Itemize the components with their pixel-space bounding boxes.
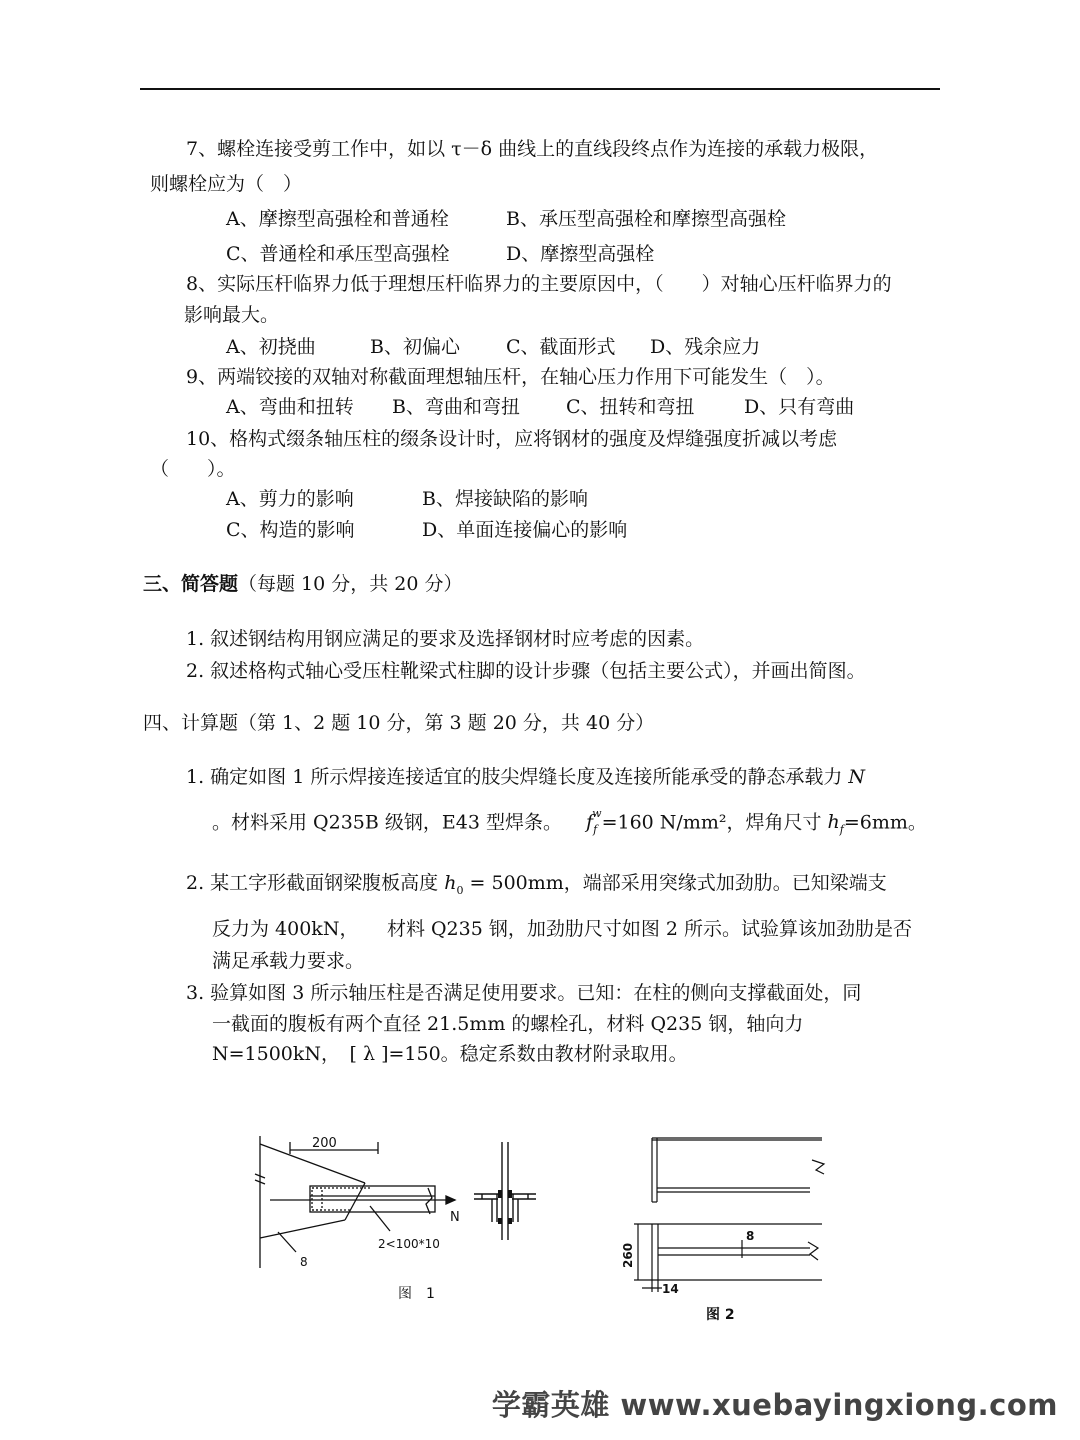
site-watermark: 学霸英雄 www.xuebayingxiong.com xyxy=(491,1388,1058,1422)
s4-q1-var-N: N xyxy=(848,766,866,788)
q9-option-d: D、只有弯曲 xyxy=(744,396,855,418)
s4-q2-line3: 满足承载力要求。 xyxy=(212,950,365,972)
q7-option-d: D、摩擦型高强栓 xyxy=(506,243,655,265)
q7-stem-line2: 则螺栓应为（ ） xyxy=(150,173,303,195)
figure-1-section xyxy=(468,1140,544,1244)
section3-heading xyxy=(143,575,463,594)
q10-stem-line2: （ ）。 xyxy=(150,458,236,480)
figure-2-caption: 图 2 xyxy=(706,1307,735,1323)
q10-option-d: D、单面连接偏心的影响 xyxy=(422,519,628,541)
q10-stem-line1: 10、格构式缀条轴压柱的缀条设计时，应将钢材的强度及焊缝强度折减以考虑 xyxy=(186,428,838,450)
figure-1-caption: 图 1 xyxy=(398,1286,435,1302)
s4-q3-line2: 一截面的腹板有两个直径 21.5mm 的螺栓孔，材料 Q235 钢，轴向力 xyxy=(212,1013,804,1035)
s4-q1-text-c: =6mm。 xyxy=(843,811,927,834)
h0-symbol: $h_0$ xyxy=(444,872,464,897)
fig1-label-angle: 2<100*10 xyxy=(378,1237,440,1251)
section3-title: 三、简答题 xyxy=(143,573,239,595)
fw-symbol: $f_f^w$ xyxy=(586,807,602,837)
q7-option-a: A、摩擦型高强栓和普通栓 xyxy=(226,208,449,230)
s4-q1-text: 1. 确定如图 1 所示焊接连接适宜的肢尖焊缝长度及连接所能承受的静态承载力 xyxy=(186,766,843,788)
fig2-dim-260: 260 xyxy=(621,1242,635,1268)
fig2-dim-14: 14 xyxy=(662,1282,679,1296)
q7-option-b: B、承压型高强栓和摩擦型高强栓 xyxy=(506,208,786,230)
q7-stem-line1: 7、螺栓连接受剪工作中，如以 τ－δ 曲线上的直线段终点作为连接的承载力极限， xyxy=(186,138,879,160)
fig1-label-N: N xyxy=(450,1210,460,1225)
s4-q2-line2: 反力为 400kN， 材料 Q235 钢，加劲肋尺寸如图 2 所示。试验算该加劲肋是否 xyxy=(212,918,913,940)
q9-option-b: B、弯曲和弯扭 xyxy=(392,396,520,418)
fig2-dim-8: 8 xyxy=(746,1229,755,1243)
q8-option-c: C、截面形式 xyxy=(506,336,616,358)
section3-item-2: 2. 叙述格构式轴心受压柱靴梁式柱脚的设计步骤（包括主要公式），并画出简图。 xyxy=(186,660,866,682)
s4-q3-line1: 3. 验算如图 3 所示轴压柱是否满足使用要求。已知：在柱的侧向支撑截面处，同 xyxy=(186,982,862,1004)
q9-option-c: C、扭转和弯扭 xyxy=(566,396,695,418)
s4-q1-text-a: 。材料采用 Q235B 级钢，E43 型焊条。 xyxy=(212,811,562,834)
q10-option-b: B、焊接缺陷的影响 xyxy=(422,488,588,510)
s4-q2-text-b: = 500mm，端部采用突缘式加劲肋。已知梁端支 xyxy=(469,872,887,894)
s4-q1-line1 xyxy=(186,768,865,787)
header-rule xyxy=(140,88,940,90)
q10-option-a: A、剪力的影响 xyxy=(226,488,354,510)
figure-2 xyxy=(612,1130,832,1300)
q10-option-c: C、构造的影响 xyxy=(226,519,355,541)
section3-note: （每题 10 分，共 20 分） xyxy=(238,573,463,595)
s4-q1-line2 xyxy=(212,807,927,837)
section3-item-1: 1. 叙述钢结构用钢应满足的要求及选择钢材时应考虑的因素。 xyxy=(186,628,705,650)
q7-option-c: C、普通栓和承压型高强栓 xyxy=(226,243,450,265)
s4-q1-text-b: =160 N/mm²，焊角尺寸 xyxy=(601,811,822,834)
s4-q2-line1 xyxy=(186,874,887,896)
s4-q2-text-a: 2. 某工字形截面钢梁腹板高度 xyxy=(186,872,439,894)
fig1-dim-200: 200 xyxy=(312,1136,337,1151)
q8-option-a: A、初挠曲 xyxy=(226,336,316,358)
q8-stem-line1: 8、实际压杆临界力低于理想压杆临界力的主要原因中，（ ）对轴心压杆临界力的 xyxy=(186,273,892,295)
fig1-label-8: 8 xyxy=(300,1255,308,1269)
q8-option-d: D、残余应力 xyxy=(650,336,761,358)
q9-stem-line1: 9、两端铰接的双轴对称截面理想轴压杆，在轴心压力作用下可能发生（ ）。 xyxy=(186,366,835,388)
q8-option-b: B、初偏心 xyxy=(370,336,460,358)
section4-title: 四、计算题（第 1、2 题 10 分，第 3 题 20 分，共 40 分） xyxy=(143,712,655,734)
q9-option-a: A、弯曲和扭转 xyxy=(226,396,354,418)
s4-q3-line3: N=1500kN， [ λ ]=150。稳定系数由教材附录取用。 xyxy=(212,1043,688,1065)
q8-stem-line2: 影响最大。 xyxy=(184,304,280,326)
hf-symbol: $h_f$ xyxy=(827,811,844,837)
